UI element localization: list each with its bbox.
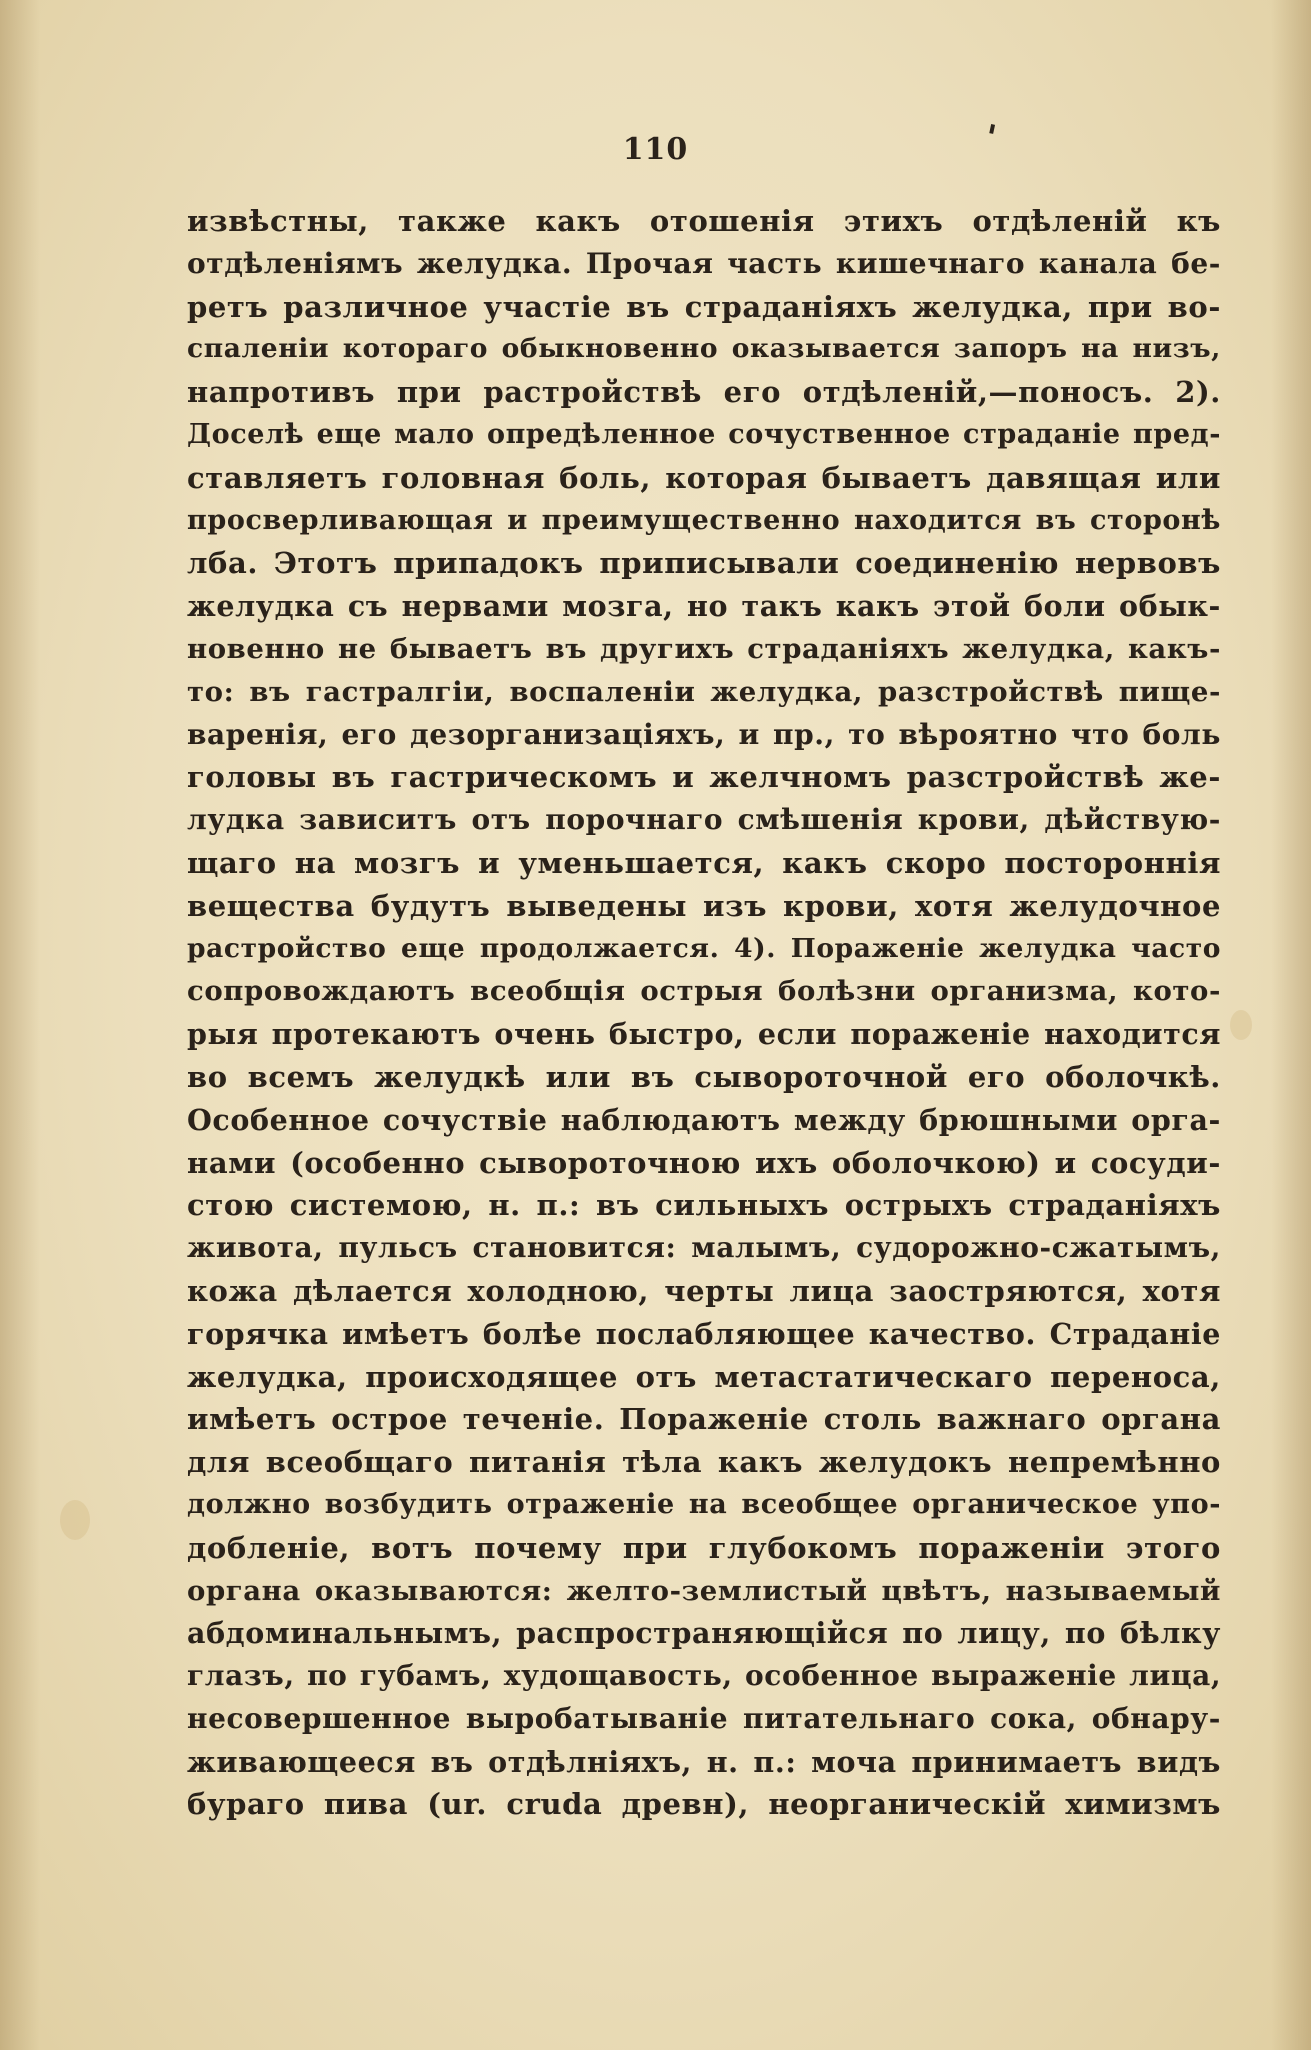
text-line: живота, пульсъ становится: малымъ, судорожно-сжатымъ, <box>187 1231 1221 1265</box>
text-line: растройство еще продолжается. 4). Пораженіе желудка часто <box>187 932 1221 964</box>
text-line: Доселѣ еще мало опредѣленное сочуственное страданіе пред- <box>187 418 1221 450</box>
body-text <box>187 200 1221 1826</box>
text-line: вещества будутъ выведены изъ крови, хотя желудочное <box>187 888 1221 923</box>
text-line: для всеобщаго питанія тѣла какъ желудокъ непремѣнно <box>187 1445 1221 1480</box>
text-line: во всемъ желудкѣ или въ сывороточной его оболочкѣ. <box>187 1059 1221 1094</box>
text-line: желудка, происходящее отъ метастатическаго переноса, <box>187 1359 1221 1394</box>
text-line: абдоминальнымъ, распространяющійся по лицу, по бѣлку <box>187 1616 1221 1651</box>
page-number: 110 <box>622 132 689 167</box>
page-edge-shadow-left <box>0 0 40 2050</box>
paper-stain <box>1230 1010 1252 1040</box>
text-line: горячка имѣетъ болѣе послабляющее качество. Страданіе <box>187 1316 1221 1351</box>
text-line: лба. Этотъ припадокъ приписывали соединенію нервовъ <box>187 546 1221 581</box>
text-line: новенно не бываетъ въ другихъ страданіяхъ желудка, какъ- <box>187 632 1221 665</box>
text-line: глазъ, по губамъ, худощавость, особенное выраженіе лица, <box>187 1659 1222 1693</box>
text-line: отдѣленіямъ желудка. Прочая часть кишечнаго канала бе- <box>187 246 1221 280</box>
text-line: рыя протекаютъ очень быстро, если пораженіе находится <box>187 1017 1221 1052</box>
page-edge-shadow-right <box>1271 0 1311 2050</box>
text-line: стою системою, н. п.: въ сильныхъ острыхъ страданіяхъ <box>187 1188 1221 1223</box>
text-line: желудка съ нервами мозга, но такъ какъ этой боли обык- <box>187 589 1221 624</box>
text-line: органа оказываются: желто-землистый цвѣтъ, называемый <box>187 1574 1221 1607</box>
text-line: лудка зависитъ отъ порочнаго смѣшенія крови, дѣйствую- <box>187 803 1221 837</box>
text-line: напротивъ при растройствѣ его отдѣленій,—поносъ. 2). <box>187 375 1221 410</box>
text-line: должно возбудить отраженіе на всеобщее органическое упо- <box>187 1488 1221 1520</box>
text-line: головы въ гастрическомъ и желчномъ разстройствѣ же- <box>187 760 1221 795</box>
text-line: Особенное сочуствіе наблюдаютъ между брюшными орга- <box>187 1102 1221 1137</box>
text-line: несовершенное выробатываніе питательнаго сока, обнару- <box>187 1701 1221 1735</box>
text-line: просверливающая и преимущественно находится въ сторонѣ <box>187 504 1221 536</box>
text-line: извѣстны, также какъ отошенія этихъ отдѣленій къ <box>187 204 1221 238</box>
text-line: бураго пива (ur. cruda древн), неорганическій химизмъ <box>187 1787 1221 1822</box>
text-line: добленіе, вотъ почему при глубокомъ пораженіи этого <box>187 1530 1221 1565</box>
text-line: нами (особенно сывороточною ихъ оболочкою) и сосуди- <box>187 1145 1221 1180</box>
text-line: имѣетъ острое теченіе. Пораженіе столь важнаго органа <box>187 1402 1221 1437</box>
paper-stain <box>60 1500 90 1540</box>
text-line: щаго на мозгъ и уменьшается, какъ скоро постороннія <box>187 845 1221 880</box>
text-line: спаленіи котораго обыкновенно оказывается запоръ на низъ, <box>187 333 1221 365</box>
ink-mark: ' <box>980 117 1000 159</box>
text-line: кожа дѣлается холодною, черты лица заостряются, хотя <box>187 1273 1221 1308</box>
text-line: ретъ различное участіе въ страданіяхъ желудка, при во- <box>187 289 1221 324</box>
text-line: ставляетъ головная боль, которая бываетъ давящая или <box>187 460 1221 495</box>
text-line: то: въ гастралгіи, воспаленіи желудка, разстройствѣ пище- <box>187 675 1221 708</box>
text-line: живающееся въ отдѣлніяхъ, н. п.: моча принимаетъ видъ <box>187 1744 1221 1779</box>
text-line: сопровождаютъ всеобщія острыя болѣзни организма, кото- <box>187 975 1221 1008</box>
text-line: варенія, его дезорганизаціяхъ, и пр., то вѣроятно что боль <box>187 717 1221 751</box>
